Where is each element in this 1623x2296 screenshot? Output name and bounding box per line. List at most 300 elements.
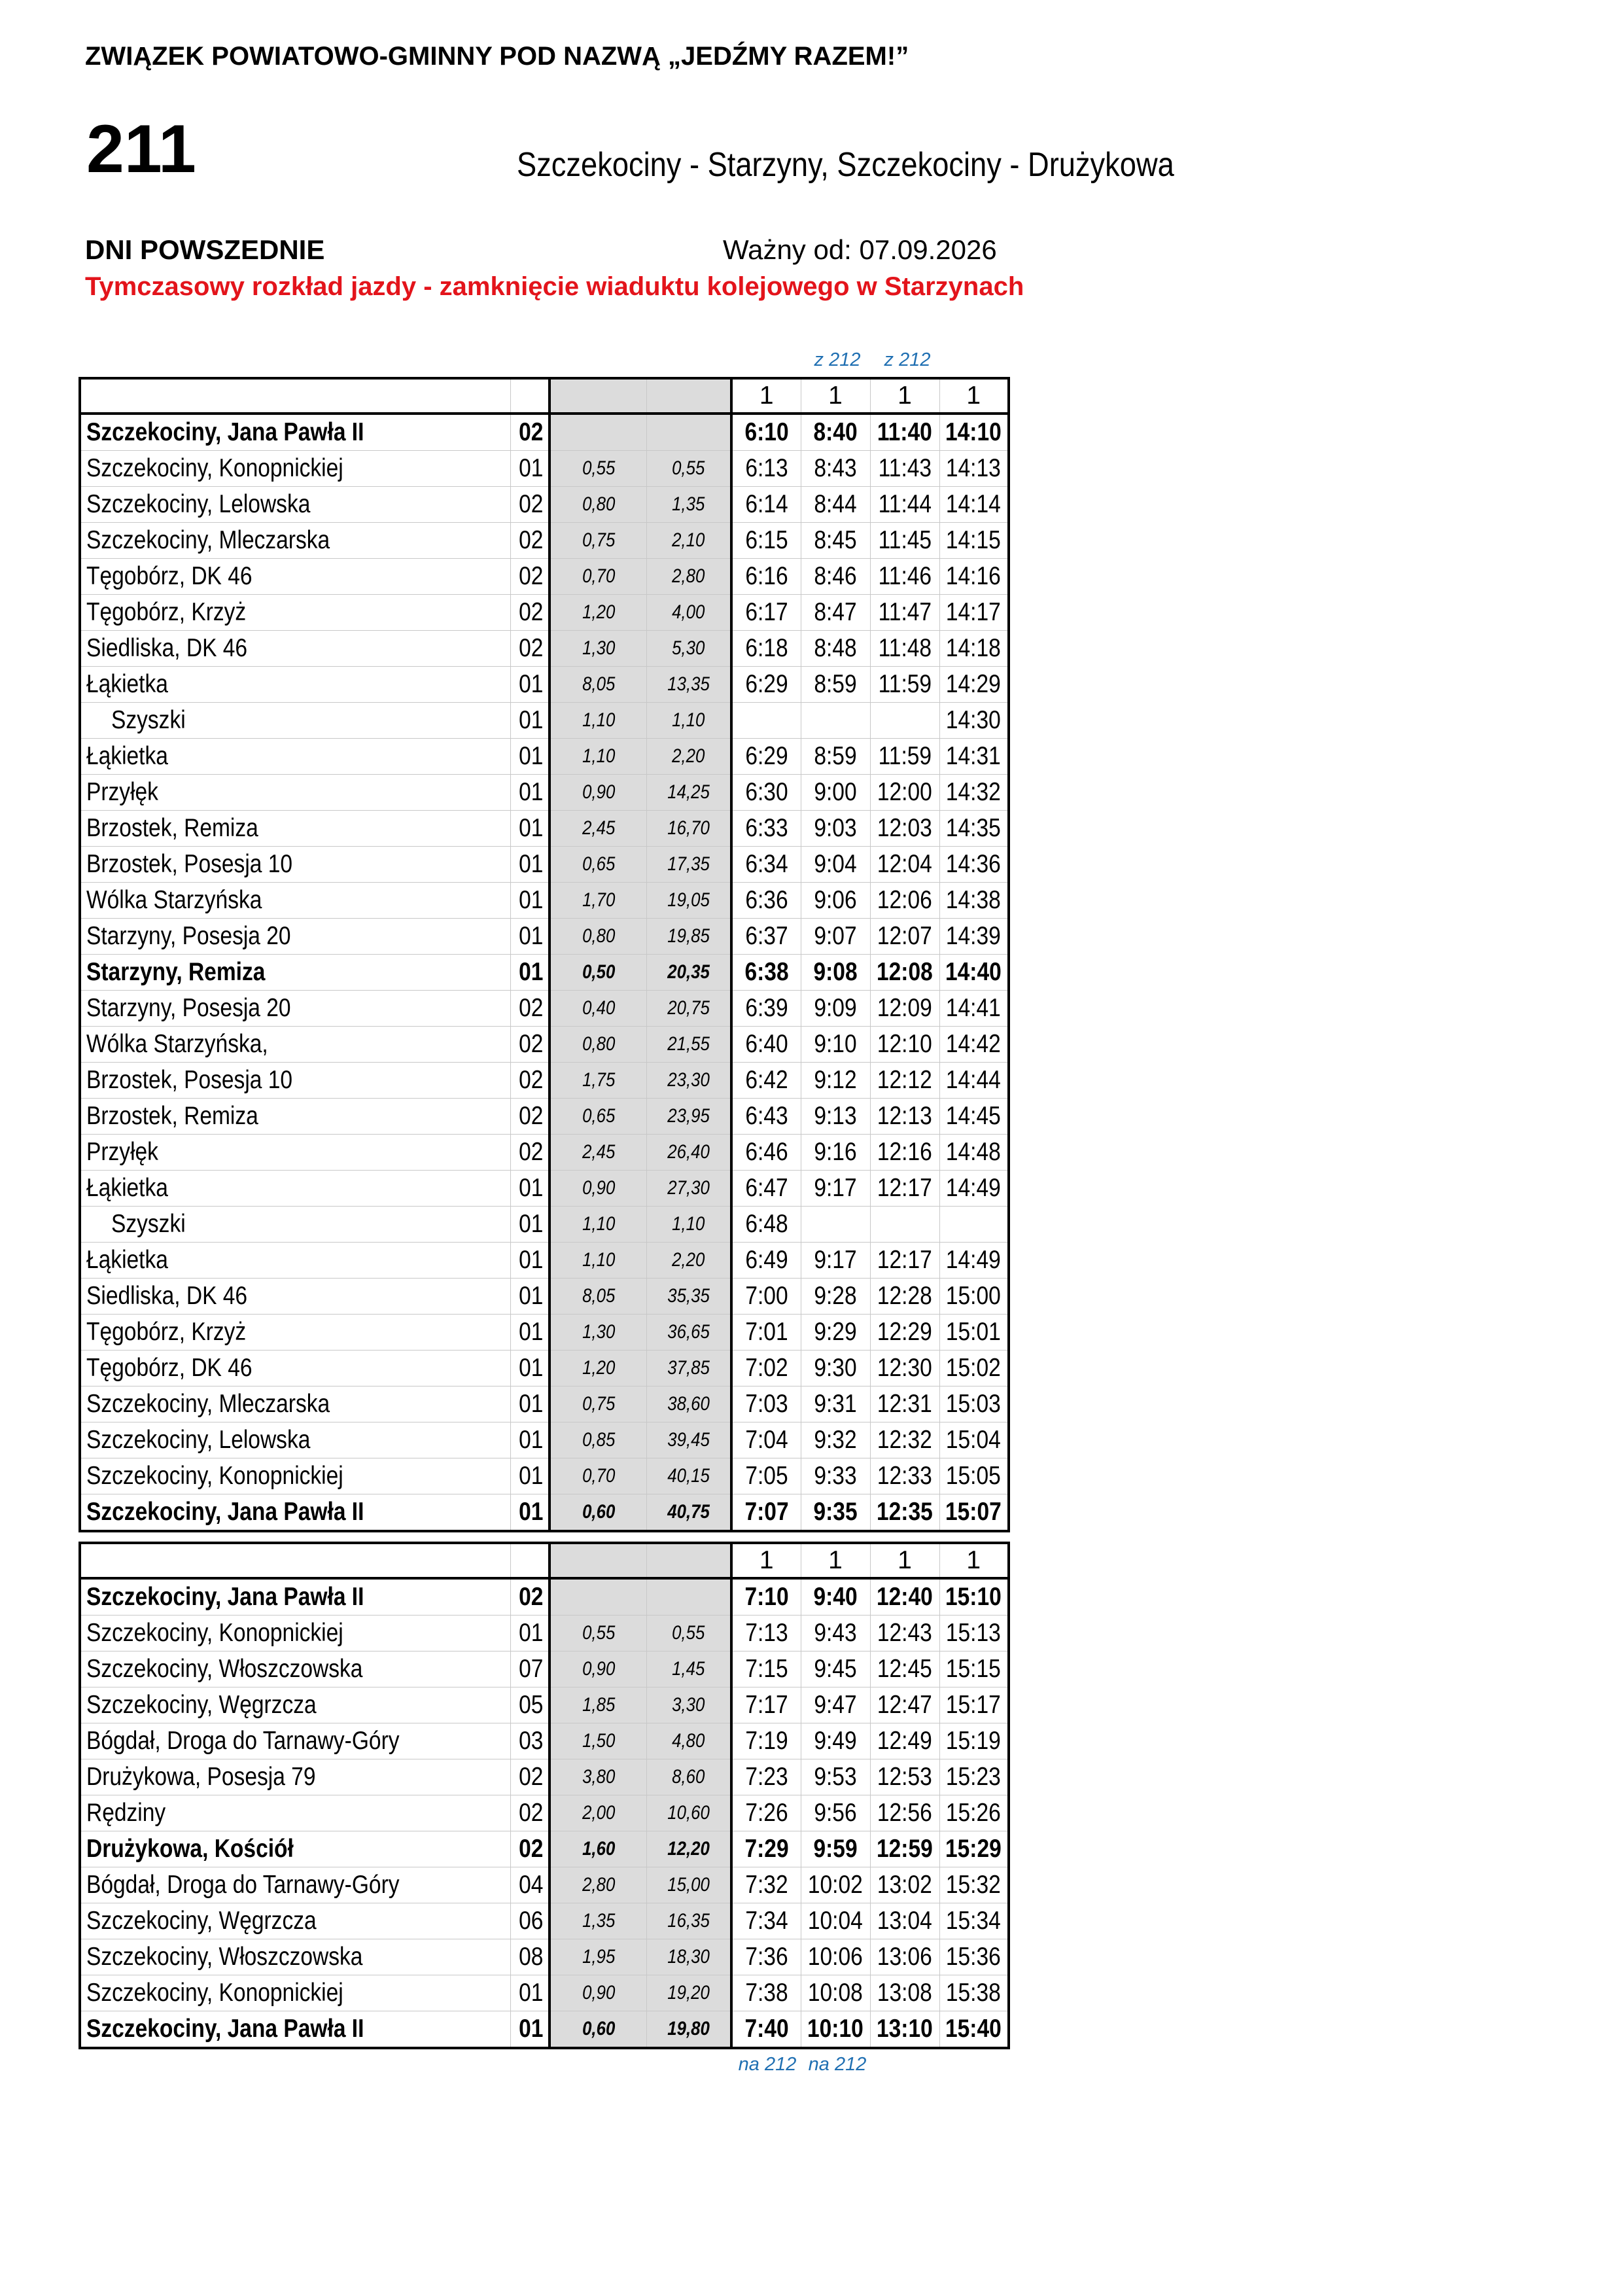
departure-time	[870, 991, 939, 1027]
km-total	[646, 991, 731, 1027]
departure-time	[801, 1494, 870, 1532]
platform-number	[510, 1135, 550, 1171]
departure-time	[801, 1723, 870, 1759]
km-total	[646, 1939, 731, 1975]
stop-name-text: Przyłęk	[86, 778, 158, 806]
stop-name-text: Szczekociny, Jana Pawła II	[86, 1498, 364, 1526]
departure-time-text: 14:35	[946, 814, 1002, 842]
departure-time-text: 11:48	[878, 634, 932, 662]
departure-time-text: 15:03	[946, 1390, 1002, 1418]
table-header-row	[80, 378, 1009, 414]
platform-number	[510, 1759, 550, 1795]
departure-time-text: 9:29	[814, 1318, 857, 1346]
stop-row	[80, 1687, 1009, 1723]
stop-name-text: Szyszki	[111, 706, 186, 734]
departure-time	[731, 775, 801, 811]
km-total	[646, 1975, 731, 2011]
km-segment	[550, 1063, 646, 1099]
km-total	[646, 523, 731, 559]
platform-number	[510, 1831, 550, 1867]
km-segment	[550, 739, 646, 775]
platform-number-text: 08	[518, 1943, 543, 1971]
table-header-row	[80, 1543, 1009, 1578]
departure-time	[939, 1422, 1009, 1458]
km-total-text: 1,10	[672, 1213, 705, 1235]
km-total	[646, 1903, 731, 1939]
km-segment	[550, 595, 646, 631]
departure-time-text: 12:03	[877, 814, 932, 842]
stop-row	[80, 595, 1009, 631]
km-segment-text: 1,70	[582, 889, 615, 911]
departure-time-text: 7:38	[745, 1979, 788, 2007]
km-segment-text: 1,85	[582, 1694, 615, 1716]
stop-name	[80, 1494, 510, 1532]
platform-number-text: 02	[518, 562, 543, 590]
km-segment	[550, 1867, 646, 1903]
departure-time-text: 11:44	[878, 490, 932, 518]
course-note-above: z 212	[884, 349, 931, 370]
departure-time-text: 7:15	[745, 1655, 788, 1683]
departure-time	[939, 2011, 1009, 2049]
departure-time-text: 12:06	[877, 886, 932, 914]
departure-time	[870, 487, 939, 523]
km-segment	[550, 1458, 646, 1494]
platform-number-text: 02	[518, 526, 543, 554]
departure-time	[870, 1315, 939, 1351]
km-segment	[550, 1578, 646, 1616]
platform-number-text: 04	[518, 1871, 543, 1899]
departure-time	[939, 1458, 1009, 1494]
platform-number	[510, 739, 550, 775]
departure-time-text: 14:48	[946, 1138, 1002, 1166]
km-total	[646, 1458, 731, 1494]
platform-number-text: 02	[518, 1763, 543, 1791]
km-segment	[550, 955, 646, 991]
day-type: DNI POWSZEDNIE	[85, 234, 325, 265]
departure-time-text: 9:28	[814, 1282, 857, 1310]
departure-time	[870, 1135, 939, 1171]
stop-name	[80, 883, 510, 919]
km-segment-text: 1,35	[582, 1910, 615, 1932]
departure-time	[801, 1939, 870, 1975]
departure-time-text: 9:47	[814, 1691, 857, 1719]
platform-number	[510, 631, 550, 667]
km-segment-text: 0,80	[582, 1033, 615, 1055]
stop-row	[80, 1351, 1009, 1386]
platform-number-text: 02	[518, 1835, 543, 1863]
departure-time	[939, 847, 1009, 883]
departure-time-text: 12:56	[877, 1799, 932, 1827]
departure-time-text: 8:43	[814, 454, 857, 482]
departure-time	[801, 451, 870, 487]
km-total-text: 2,80	[672, 565, 705, 587]
km-segment	[550, 559, 646, 595]
departure-time-text: 15:38	[946, 1979, 1002, 2007]
departure-time-text: 7:05	[745, 1462, 788, 1490]
km-total-text: 19,05	[667, 889, 710, 911]
stop-name-text: Starzyny, Posesja 20	[86, 994, 291, 1022]
departure-time-text: 12:17	[877, 1246, 932, 1274]
km-total-text: 2,20	[672, 745, 705, 767]
km-segment	[550, 775, 646, 811]
platform-number-text: 02	[518, 490, 543, 518]
platform-number	[510, 1315, 550, 1351]
km-segment-text: 1,10	[582, 1249, 615, 1271]
km-total	[646, 1578, 731, 1616]
stop-name	[80, 1207, 510, 1243]
departure-time-text: 15:10	[945, 1583, 1002, 1611]
stop-name	[80, 1279, 510, 1315]
departure-time	[939, 1351, 1009, 1386]
departure-time	[731, 1903, 801, 1939]
km-total-text: 20,75	[667, 997, 710, 1019]
stop-name	[80, 919, 510, 955]
departure-time-text: 9:00	[814, 778, 857, 806]
stop-row	[80, 1171, 1009, 1207]
departure-time	[870, 1867, 939, 1903]
stop-name-text: Starzyny, Posesja 20	[86, 922, 291, 950]
km-total-text: 4,80	[672, 1730, 705, 1752]
platform-number-text: 02	[518, 994, 543, 1022]
departure-time-text: 11:45	[878, 526, 932, 554]
km-total	[646, 1795, 731, 1831]
departure-time	[939, 559, 1009, 595]
course-mark: 1	[870, 1543, 939, 1578]
course-note-below: na 212	[738, 2054, 797, 2075]
departure-time-text: 7:23	[745, 1763, 788, 1791]
stop-row	[80, 1135, 1009, 1171]
stop-row	[80, 1458, 1009, 1494]
departure-time	[801, 703, 870, 739]
km-total-text: 1,45	[672, 1658, 705, 1680]
departure-time-text: 6:34	[745, 850, 788, 878]
km-total	[646, 739, 731, 775]
stop-name	[80, 414, 510, 451]
departure-time-text: 12:33	[877, 1462, 932, 1490]
departure-time-text: 6:47	[745, 1174, 788, 1202]
departure-time-text: 12:49	[877, 1727, 932, 1755]
platform-number	[510, 1939, 550, 1975]
departure-time-text: 15:40	[945, 2015, 1002, 2043]
stop-name	[80, 451, 510, 487]
platform-number	[510, 487, 550, 523]
km-segment	[550, 2011, 646, 2049]
departure-time	[801, 1243, 870, 1279]
platform-number	[510, 1578, 550, 1616]
stop-name	[80, 703, 510, 739]
km-total	[646, 1759, 731, 1795]
departure-time-text: 12:16	[877, 1138, 932, 1166]
departure-time-text: 13:06	[877, 1943, 932, 1971]
platform-number	[510, 991, 550, 1027]
departure-time	[731, 1243, 801, 1279]
departure-time-text: 12:08	[877, 958, 933, 986]
platform-number-text: 01	[518, 1354, 543, 1382]
departure-time-text: 13:02	[877, 1871, 932, 1899]
header-platform-cell	[510, 1543, 550, 1578]
course-mark: 1	[801, 378, 870, 414]
km-segment-text: 0,65	[582, 853, 615, 875]
course-mark: 1	[939, 378, 1009, 414]
departure-time	[801, 1831, 870, 1867]
platform-number-text: 01	[518, 742, 543, 770]
stop-name	[80, 1315, 510, 1351]
departure-time-text: 6:36	[745, 886, 788, 914]
departure-time	[801, 991, 870, 1027]
km-total	[646, 1386, 731, 1422]
km-segment-text: 2,80	[582, 1874, 615, 1896]
stop-name-text: Łąkietka	[86, 1246, 168, 1274]
km-segment	[550, 1386, 646, 1422]
platform-number-text: 01	[518, 1210, 543, 1238]
km-segment	[550, 523, 646, 559]
km-segment-text: 0,90	[582, 1658, 615, 1680]
platform-number	[510, 919, 550, 955]
km-total	[646, 1063, 731, 1099]
km-total	[646, 1687, 731, 1723]
stop-name-text: Brzostek, Posesja 10	[86, 1066, 293, 1094]
stop-row	[80, 1903, 1009, 1939]
departure-time	[939, 1135, 1009, 1171]
departure-time	[731, 1279, 801, 1315]
departure-time	[870, 1939, 939, 1975]
platform-number-text: 01	[518, 2015, 543, 2043]
platform-number-text: 02	[518, 634, 543, 662]
platform-number	[510, 703, 550, 739]
departure-time	[870, 1831, 939, 1867]
departure-time	[939, 1867, 1009, 1903]
departure-time-text: 7:36	[745, 1943, 788, 1971]
stop-name-text: Brzostek, Remiza	[86, 1102, 258, 1130]
platform-number	[510, 667, 550, 703]
km-segment-text: 0,90	[582, 1982, 615, 2004]
platform-number-text: 01	[518, 1282, 543, 1310]
departure-time	[801, 2011, 870, 2049]
departure-time	[801, 631, 870, 667]
km-total	[646, 2011, 731, 2049]
departure-time	[731, 1578, 801, 1616]
stop-row	[80, 1975, 1009, 2011]
departure-time-text: 12:00	[877, 778, 932, 806]
departure-time	[731, 955, 801, 991]
departure-time-text: 7:07	[744, 1498, 789, 1526]
departure-time-text: 12:12	[877, 1066, 932, 1094]
departure-time	[801, 1027, 870, 1063]
departure-time-text: 9:43	[814, 1619, 857, 1647]
km-segment	[550, 1759, 646, 1795]
course-mark: 1	[731, 1543, 801, 1578]
valid-from: Ważny od: 07.09.2026	[723, 234, 997, 265]
km-segment	[550, 1494, 646, 1532]
departure-time-text: 9:17	[814, 1246, 857, 1274]
departure-time	[731, 414, 801, 451]
stop-row	[80, 955, 1009, 991]
km-total-text: 36,65	[667, 1321, 710, 1343]
departure-time-text: 11:47	[878, 598, 932, 626]
km-total	[646, 955, 731, 991]
platform-number	[510, 1867, 550, 1903]
stop-name-text: Tęgobórz, DK 46	[86, 562, 253, 590]
stop-name-text: Szczekociny, Węgrzcza	[86, 1907, 317, 1935]
header-km-total-cell	[646, 1543, 731, 1578]
stop-row	[80, 2011, 1009, 2049]
departure-time	[801, 1422, 870, 1458]
platform-number-text: 01	[518, 922, 543, 950]
stop-row	[80, 487, 1009, 523]
departure-time-text: 9:35	[813, 1498, 858, 1526]
km-total-text: 35,35	[667, 1285, 710, 1307]
km-total-text: 2,20	[672, 1249, 705, 1271]
km-total	[646, 775, 731, 811]
platform-number	[510, 1651, 550, 1687]
stop-row	[80, 1063, 1009, 1099]
departure-time	[870, 414, 939, 451]
km-total	[646, 451, 731, 487]
km-segment	[550, 883, 646, 919]
km-segment-text: 2,45	[582, 1141, 615, 1163]
platform-number	[510, 955, 550, 991]
km-total-text: 16,35	[667, 1910, 710, 1932]
departure-time	[801, 811, 870, 847]
departure-time-text: 11:59	[878, 670, 932, 698]
stop-name-text: Tęgobórz, Krzyż	[86, 1318, 247, 1346]
km-total-text: 37,85	[667, 1357, 710, 1379]
departure-time	[939, 451, 1009, 487]
departure-time	[801, 595, 870, 631]
route-number: 211	[86, 111, 196, 187]
departure-time	[801, 559, 870, 595]
departure-time-text: 8:45	[814, 526, 857, 554]
km-total	[646, 667, 731, 703]
km-total-text: 10,60	[667, 1802, 710, 1824]
departure-time-text: 8:46	[814, 562, 857, 590]
departure-time	[939, 775, 1009, 811]
stop-row	[80, 559, 1009, 595]
departure-time	[731, 739, 801, 775]
course-mark: 1	[731, 378, 801, 414]
stop-name-text: Szczekociny, Mleczarska	[86, 526, 330, 554]
stop-name-text: Szczekociny, Lelowska	[86, 490, 311, 518]
departure-time-text: 7:02	[745, 1354, 788, 1382]
km-segment-text: 0,70	[582, 1465, 615, 1487]
organization-name: ZWIĄZEK POWIATOWO-GMINNY POD NAZWĄ „JEDŹMY RAZEM!”	[85, 42, 909, 71]
departure-time	[731, 595, 801, 631]
departure-time-text: 15:04	[946, 1426, 1002, 1454]
stop-row	[80, 414, 1009, 451]
km-total-text: 15,00	[667, 1874, 710, 1896]
departure-time-text: 15:02	[946, 1354, 1002, 1382]
departure-time-text: 7:10	[744, 1583, 789, 1611]
departure-time	[870, 1903, 939, 1939]
departure-time	[801, 667, 870, 703]
km-segment-text: 3,80	[582, 1766, 615, 1788]
km-total	[646, 631, 731, 667]
km-segment	[550, 1351, 646, 1386]
stop-name	[80, 1759, 510, 1795]
stop-name	[80, 2011, 510, 2049]
departure-time-text: 14:13	[946, 454, 1002, 482]
km-segment	[550, 1831, 646, 1867]
departure-time	[801, 1207, 870, 1243]
departure-time	[870, 739, 939, 775]
departure-time	[731, 1171, 801, 1207]
departure-time	[731, 811, 801, 847]
km-segment	[550, 1422, 646, 1458]
stop-row	[80, 1759, 1009, 1795]
stop-name-text: Szczekociny, Konopnickiej	[86, 454, 343, 482]
stop-name-text: Brzostek, Posesja 10	[86, 850, 293, 878]
platform-number-text: 01	[518, 850, 543, 878]
departure-time-text: 10:06	[808, 1943, 863, 1971]
departure-time-text: 8:48	[814, 634, 857, 662]
departure-time-text: 12:10	[877, 1030, 932, 1058]
km-total-text: 8,60	[672, 1766, 705, 1788]
platform-number-text: 02	[518, 598, 543, 626]
departure-time	[731, 991, 801, 1027]
km-segment-text: 1,10	[582, 709, 615, 731]
km-total	[646, 1207, 731, 1243]
stop-row	[80, 811, 1009, 847]
stop-name	[80, 1795, 510, 1831]
stop-name	[80, 1939, 510, 1975]
course-mark: 1	[801, 1543, 870, 1578]
departure-time	[731, 631, 801, 667]
stop-name	[80, 775, 510, 811]
platform-number	[510, 1027, 550, 1063]
km-segment	[550, 1723, 646, 1759]
platform-number-text: 01	[518, 958, 543, 986]
platform-number	[510, 1279, 550, 1315]
departure-time-text: 15:32	[946, 1871, 1002, 1899]
km-total	[646, 559, 731, 595]
departure-time	[801, 1651, 870, 1687]
platform-number	[510, 1422, 550, 1458]
departure-time	[939, 1279, 1009, 1315]
departure-time	[731, 1135, 801, 1171]
stop-name	[80, 955, 510, 991]
stop-name	[80, 487, 510, 523]
departure-time	[870, 1243, 939, 1279]
departure-time	[939, 1975, 1009, 2011]
km-segment-text: 0,85	[582, 1429, 615, 1451]
header-km-total-cell	[646, 378, 731, 414]
stop-name	[80, 1831, 510, 1867]
departure-time	[870, 1279, 939, 1315]
platform-number	[510, 1458, 550, 1494]
km-segment-text: 1,30	[582, 637, 615, 659]
stop-row	[80, 1939, 1009, 1975]
departure-time	[939, 883, 1009, 919]
departure-time-text: 15:29	[945, 1835, 1002, 1863]
km-total-text: 13,35	[667, 673, 710, 695]
departure-time	[870, 883, 939, 919]
stop-name	[80, 1616, 510, 1651]
platform-number-text: 01	[518, 1619, 543, 1647]
km-total-text: 20,35	[667, 961, 710, 983]
km-total-text: 23,30	[667, 1069, 710, 1091]
departure-time-text: 12:40	[877, 1583, 933, 1611]
km-segment-text: 1,10	[582, 1213, 615, 1235]
km-segment	[550, 1651, 646, 1687]
stop-name-text: Szczekociny, Konopnickiej	[86, 1462, 343, 1490]
stop-name-text: Tęgobórz, Krzyż	[86, 598, 247, 626]
km-total	[646, 1351, 731, 1386]
km-segment	[550, 811, 646, 847]
route-name: Szczekociny - Starzyny, Szczekociny - Drużykowa	[517, 146, 1174, 184]
departure-time-text: 10:02	[808, 1871, 863, 1899]
km-total-text: 38,60	[667, 1393, 710, 1415]
departure-time-text: 7:32	[745, 1871, 788, 1899]
